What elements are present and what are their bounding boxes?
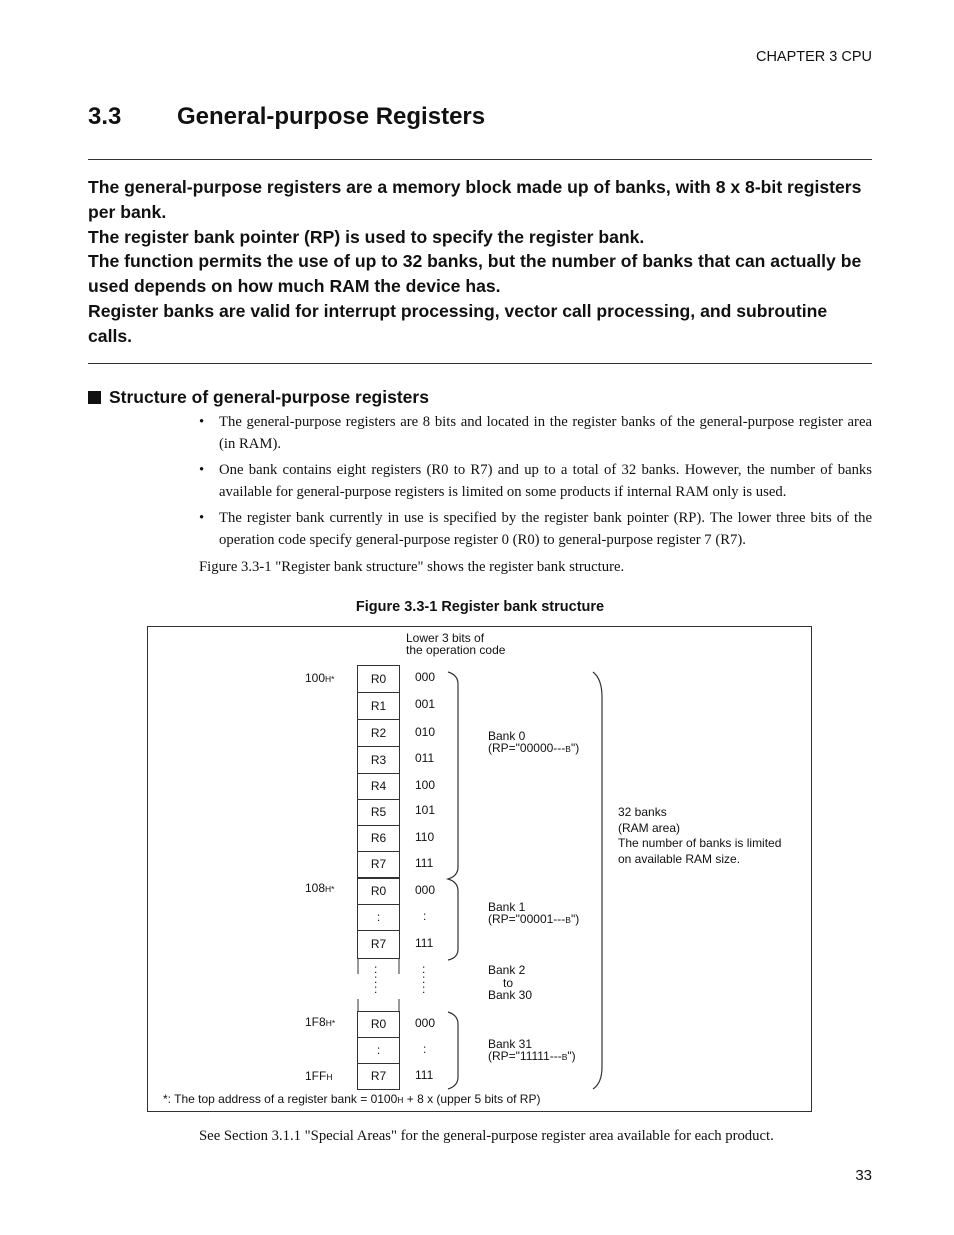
bullet-dot: • [199,414,205,430]
register-cell: R6 [357,825,400,852]
opcode-bits: 000 [415,670,436,684]
register-cell: R7 [357,930,400,959]
opcode-header-line2: the operation code [406,643,506,657]
opcode-bits: : [423,909,427,923]
address-label: 1FFH [305,1069,333,1083]
bank-1-label: Bank 1 [488,900,526,914]
summary-paragraph: The register bank pointer (RP) is used to specify the register bank. [88,226,645,247]
bullet-text: The general-purpose registers are 8 bits and located in the register banks of the general-purpose register area (in RAM). [219,414,872,452]
chapter-header: CHAPTER 3 CPU [755,49,872,65]
bullet-item [199,460,872,504]
page-number: 33 [855,1167,872,1184]
gap-dots: : [422,972,426,986]
opcode-bits: 001 [415,697,436,711]
opcode-header-line1: Lower 3 bits of [406,631,485,645]
register-cell: R2 [357,719,400,747]
bank-range-start: Bank 2 [488,963,526,977]
register-cell: R3 [357,746,400,774]
gap-dots: : [374,982,378,996]
gap-dots: : [374,972,378,986]
opcode-bits: : [423,1042,427,1056]
bank-0-1-brace [448,672,458,960]
section-title-text: General-purpose Registers [177,103,486,130]
bullet-dot: • [199,510,205,527]
address-label: 1F8H* [305,1015,336,1029]
register-cell: : [357,904,400,931]
opcode-bits: 111 [415,936,434,950]
bank-0-label: Bank 0 [488,729,526,743]
bank-31-brace [448,1012,458,1089]
structure-bullets [199,412,872,556]
bullet-text: The register bank currently in use is specified by the register bank pointer (RP). The lower three bits of the operation code specify general-purpose register 0 (R0) to general-purpose register 7 (R7). [219,510,872,548]
address-label: 100H* [305,671,335,685]
ram-area-label: (RAM area) [618,821,681,835]
structure-heading [88,387,429,408]
bank-range-to: to [503,976,514,990]
gap-dots: : [374,962,378,976]
bullet-item [199,412,872,456]
figure-graphics [148,627,813,1113]
bank-31-label: Bank 31 [488,1037,533,1051]
register-cell: R1 [357,692,400,720]
register-cell: R0 [357,665,400,693]
ram-area-label: 32 banks [618,805,667,819]
figure-caption: Figure 3.3-1 Register bank structure [355,599,605,615]
bank-31-rp: (RP="11111---B") [488,1049,576,1063]
top-rule [88,159,872,160]
section-title [88,103,485,131]
ram-area-brace [593,672,602,1089]
opcode-bits: 010 [415,725,436,739]
see-also-note: See Section 3.1.1 "Special Areas" for the general-purpose register area available for each product. [199,1128,774,1144]
bullet-text: One bank contains eight registers (R0 to R7) and up to a total of 32 banks. However, the number of banks available for general-purpose registers is limited on some products if internal RAM only is used. [219,462,872,500]
register-cell: R5 [357,799,400,826]
figure-reference: Figure 3.3-1 "Register bank structure" shows the register bank structure. [199,559,625,575]
ram-area-note: on available RAM size. [618,852,741,866]
summary-paragraph: The general-purpose registers are a memory block made up of banks, with 8 x 8-bit registers per bank. [88,177,862,222]
opcode-bits: 111 [415,1068,434,1082]
register-cell: R7 [357,1063,400,1090]
bullet-dot: • [199,462,205,479]
figure-footnote: *: The top address of a register bank = 0100H + 8 x (upper 5 bits of RP) [163,1092,541,1106]
summary-paragraph: The function permits the use of up to 32 banks, but the number of banks that can actually be used depends on how much RAM the device has. [88,251,862,297]
opcode-bits: 110 [415,830,435,844]
register-cell: : [357,1037,400,1064]
summary-paragraph: Register banks are valid for interrupt processing, vector call processing, and subroutine calls. [88,300,828,346]
bullet-item [199,508,872,552]
gap-dots: : [422,962,426,976]
address-label: 108H* [305,881,335,895]
register-cell: R0 [357,878,400,905]
opcode-bits: 100 [415,778,436,792]
opcode-bits: 000 [415,1016,436,1030]
opcode-bits: 000 [415,883,436,897]
register-cell: R7 [357,851,400,878]
section-summary [88,175,872,349]
register-bank-figure [147,626,812,1112]
opcode-bits: 011 [415,751,435,765]
opcode-bits: 111 [415,856,434,870]
register-cell: R4 [357,773,400,800]
register-column-gap-edges [358,958,399,1012]
ram-area-note: The number of banks is limited [618,836,782,850]
opcode-bits: 101 [415,803,436,817]
structure-heading-text: Structure of general-purpose registers [109,387,429,407]
gap-dots: : [422,982,426,996]
bank-1-rp: (RP="00001---B") [488,912,580,926]
square-bullet-icon [88,391,101,404]
section-number: 3.3 [88,103,122,130]
bank-0-rp: (RP="00000---B") [488,741,580,755]
bank-range-end: Bank 30 [488,988,533,1002]
register-cell: R0 [357,1011,400,1038]
bottom-rule [88,363,872,364]
